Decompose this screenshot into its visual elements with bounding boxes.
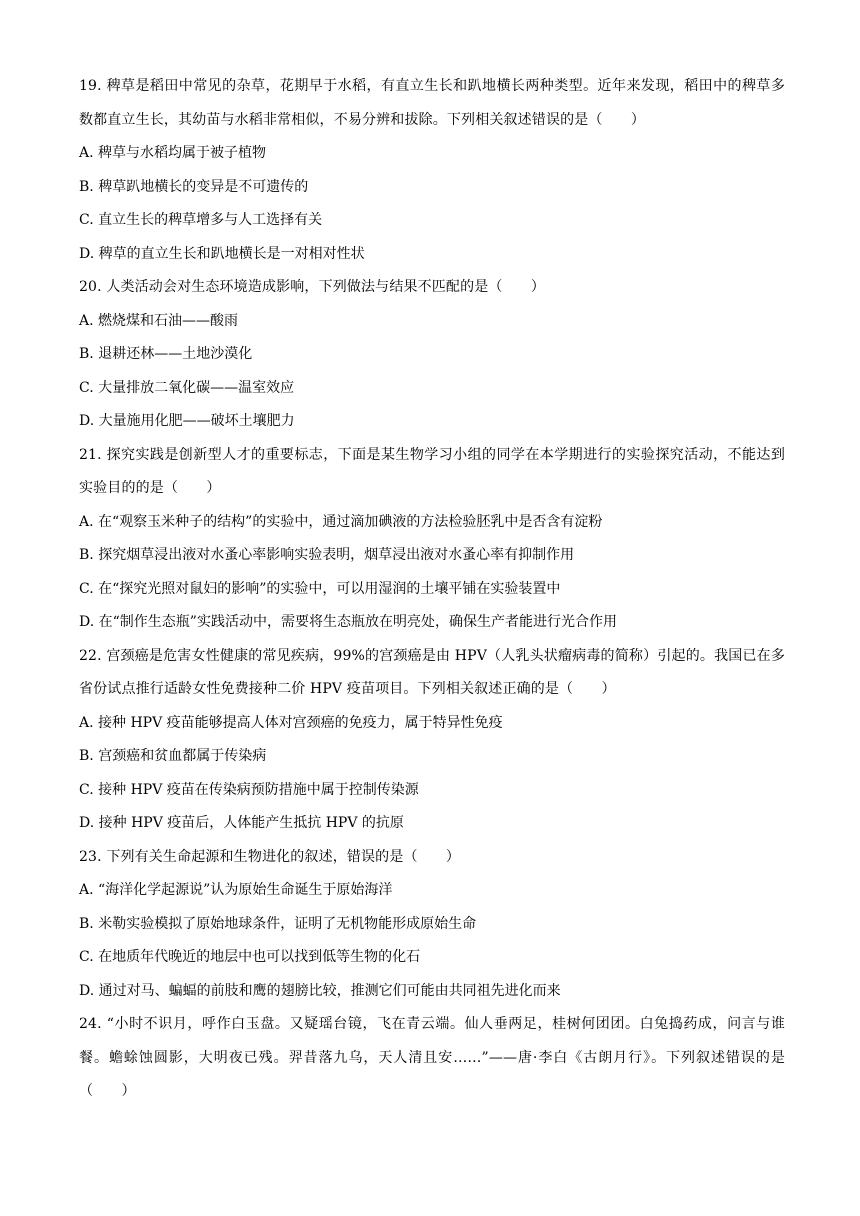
question-20 [79, 271, 785, 439]
question-stem: 23. 下列有关生命起源和生物进化的叙述，错误的是（ ） [79, 848, 461, 865]
question-23 [79, 841, 785, 1009]
question-21 [79, 439, 785, 640]
option-b: B. 探究烟草浸出液对水蚤心率影响实验表明，烟草浸出液对水蚤心率有抑制作用 [79, 547, 575, 563]
option-b: B. 宫颈癌和贫血都属于传染病 [79, 748, 267, 764]
question-stem: 24. “小时不识月，呼作白玉盘。又疑瑶台镜，飞在青云端。仙人垂两足，桂树何团团。白兔捣药成，问言与谁餐。蟾蜍蚀圆影，大明夜已残。羿昔落九乌，天人清且安……”——唐·李白《古朗月行》。下列叙述错误的是（ ） [79, 1016, 785, 1099]
option-a: A. 燃烧煤和石油——酸雨 [79, 312, 239, 329]
option-list [79, 137, 785, 271]
question-stem: 20. 人类活动会对生态环境造成影响，下列做法与结果不匹配的是（ ） [79, 279, 545, 295]
option-b: B. 米勒实验模拟了原始地球条件，证明了无机物能形成原始生命 [79, 915, 477, 932]
option-d: D. 稗草的直立生长和趴地横长是一对相对性状 [79, 245, 365, 262]
question-stem: 21. 探究实践是创新型人才的重要标志，下面是某生物学习小组的同学在本学期进行的实验探究活动，不能达到实验目的的是（ ） [79, 446, 785, 496]
option-c: C. 直立生长的稗草增多与人工选择有关 [79, 212, 323, 228]
question-19 [79, 70, 785, 271]
option-c: C. 接种 HPV 疫苗在传染病预防措施中属于控制传染源 [79, 781, 419, 798]
option-c: C. 在地质年代晚近的地层中也可以找到低等生物的化石 [79, 949, 421, 965]
option-c: C. 在“探究光照对鼠妇的影响”的实验中，可以用湿润的土壤平铺在实验装置中 [79, 580, 561, 597]
option-list [79, 874, 785, 1008]
option-d: D. 在“制作生态瓶”实践活动中，需要将生态瓶放在明亮处，确保生产者能进行光合作用 [79, 614, 617, 630]
option-c: C. 大量排放二氧化碳——温室效应 [79, 379, 295, 396]
option-a: A. 在“观察玉米种子的结构”的实验中，通过滴加碘液的方法检验胚乳中是否含有淀粉 [79, 513, 603, 530]
option-d: D. 通过对马、蝙蝠的前肢和鹰的翅膀比较，推测它们可能由共同祖先进化而来 [79, 982, 561, 999]
question-22 [79, 640, 785, 841]
option-d: D. 接种 HPV 疫苗后，人体能产生抵抗 HPV 的抗原 [79, 815, 404, 831]
question-stem: 22. 宫颈癌是危害女性健康的常见疾病，99%的宫颈癌是由 HPV（人乳头状瘤病毒的简称）引起的。我国已在多省份试点推行适龄女性免费接种二价 HPV 疫苗项目。下列相关叙述正确的是（ ） [79, 647, 785, 697]
option-d: D. 大量施用化肥——破坏土壤肥力 [79, 413, 295, 429]
question-24 [79, 1008, 785, 1109]
option-b: B. 退耕还林——土地沙漠化 [79, 346, 253, 362]
question-stem: 19. 稗草是稻田中常见的杂草，花期早于水稻，有直立生长和趴地横长两种类型。近年来发现，稻田中的稗草多数都直立生长，其幼苗与水稻非常相似，不易分辨和拔除。下列相关叙述错误的是（ ） [79, 78, 785, 128]
option-a: A. 接种 HPV 疫苗能够提高人体对宫颈癌的免疫力，属于特异性免疫 [79, 714, 503, 731]
option-list [79, 305, 785, 439]
option-list [79, 506, 785, 640]
option-list [79, 707, 785, 841]
option-a: A. 稗草与水稻均属于被子植物 [79, 145, 267, 161]
option-b: B. 稗草趴地横长的变异是不可遗传的 [79, 178, 309, 195]
option-a: A. “海洋化学起源说”认为原始生命诞生于原始海洋 [79, 882, 393, 898]
question-list [79, 70, 785, 1109]
